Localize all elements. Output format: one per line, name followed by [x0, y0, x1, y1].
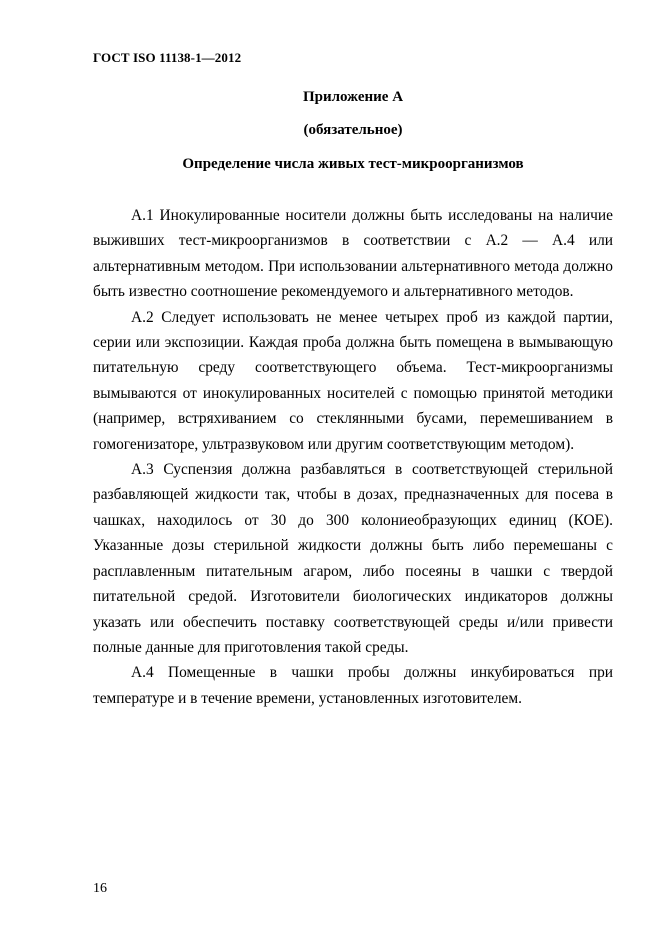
paragraph-a1: А.1 Инокулированные носители должны быть исследованы на наличие выживших тест-микроорганизмов в соответствии с А.2 — А.4 или альтернативным методом. При использовании альтернативного метода должно быть известно соотношение рекомендуемого и альтернативного методов.	[93, 207, 613, 301]
annex-heading: Определение числа живых тест-микроорганизмов	[182, 156, 524, 172]
annex-body	[93, 203, 613, 711]
paragraph-a3: А.3 Суспензия должна разбавляться в соответствующей стерильной разбавляющей жидкости так, чтобы в дозах, предназначенных для посева в чашках, находилось от 30 до 300 колониеобразующих единиц (КОЕ). Указанные дозы стерильной жидкости должны быть либо перемешаны с расплавленным питательным агаром, либо посеяны в чашки с твердой питательной средой. Изготовители биологических индикаторов должны указать или обеспечить поставку соответствующей среды и/или привести полные данные для приготовления такой среды.	[93, 461, 613, 656]
annex-type: (обязательное)	[303, 122, 403, 138]
page-number: 16	[93, 881, 107, 896]
paragraph-a2: А.2 Следует использовать не менее четырех проб из каждой партии, серии или экспозиции. Каждая проба должна быть помещена в вымывающую питательную среду соответствующего объема. Тест-микроорганизмы вымываются от инокулированных носителей с помощью принятой методики (например, встряхиванием со стеклянными бусами, перемешиванием в гомогенизаторе, ультразвуковом или другим соответствующим методом).	[93, 308, 613, 453]
paragraph-a4: А.4 Помещенные в чашки пробы должны инкубироваться при температуре и в течение времени, установленных изготовителем.	[93, 664, 613, 707]
document-code-header: ГОСТ ISO 11138-1—2012	[93, 50, 242, 65]
annex-title: Приложение А	[302, 89, 404, 105]
